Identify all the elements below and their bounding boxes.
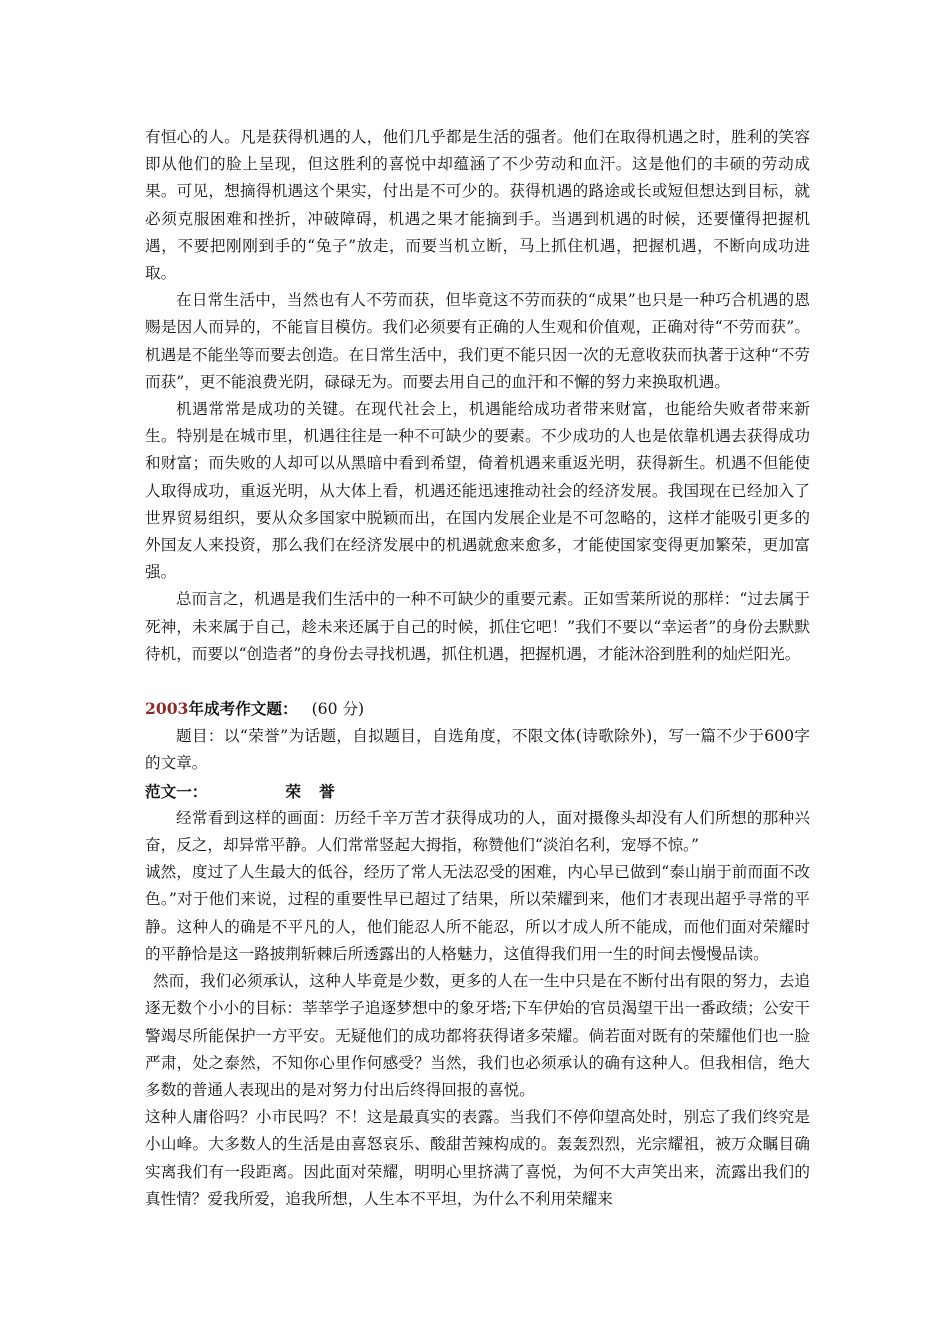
body-paragraph: 总而言之，机遇是我们生活中的一种不可缺少的重要元素。正如雪莱所说的那样：“过去属于死神，未来属于自己，趁未来还属于自己的时候，抓住它吧！”我们不要以“幸运者”的身份去默默待机，而要以“创造者”的身份去寻找机遇，抓住机遇，把握机遇，才能沐浴到胜利的灿烂阳光。 bbox=[145, 590, 810, 663]
exam-title: 年成考作文题： bbox=[188, 699, 298, 719]
essay-paragraph: 这种人庸俗吗？小市民吗？不！这是最真实的表露。当我们不停仰望高处时，别忘了我们终究是小山峰。大多数人的生活是由喜怒哀乐、酸甜苦辣构成的。轰轰烈烈，光宗耀祖，被万众瞩目确实离我们有一段距离。因此面对荣耀，明明心里挤满了喜悦，为何不大声笑出来，流露出我们的真性情？爱我所爱，追我所想，人生本不平坦，为什么不利用荣耀来 bbox=[145, 1108, 810, 1208]
exam-prompt: 题目：以“荣誉”为话题，自拟题目，自选角度，不限文体(诗歌除外)，写一篇不少于600字的文章。 bbox=[145, 727, 810, 773]
document-page bbox=[145, 124, 810, 1213]
essay-label: 范文一： bbox=[145, 781, 208, 801]
exam-year: 2003 bbox=[145, 699, 189, 719]
essay-title: 荣誉 bbox=[285, 781, 353, 801]
body-paragraph: 在日常生活中，当然也有人不劳而获，但毕竟这不劳而获的“成果”也只是一种巧合机遇的恩赐是因人而异的，不能盲目模仿。我们必须要有正确的人生观和价值观，正确对待“不劳而获”。机遇是不能坐等而要去创造。在日常生活中，我们更不能只因一次的无意收获而执著于这种“不劳而获”，更不能浪费光阴，碌碌无为。而要去用自己的血汗和不懈的努力来换取机遇。 bbox=[145, 291, 810, 391]
essay-paragraph: 然而，我们必须承认，这种人毕竟是少数，更多的人在一生中只是在不断付出有限的努力，去追逐无数个小小的目标：莘莘学子追逐梦想中的象牙塔;下车伊始的官员渴望干出一番政绩；公安干警竭尽所能保护一方平安。无疑他们的成功都将获得诸多荣耀。倘若面对既有的荣耀他们也一脸严肃，处之泰然，不知你心里作何感受？当然，我们也必须承认的确有这种人。但我相信，绝大多数的普通人表现出的是对努力付出后终得回报的喜悦。 bbox=[145, 972, 810, 1099]
body-paragraph: 有恒心的人。凡是获得机遇的人，他们几乎都是生活的强者。他们在取得机遇之时，胜利的笑容即从他们的脸上呈现，但这胜利的喜悦中却蕴涵了不少劳动和血汗。这是他们的丰硕的劳动成果。可见，想摘得机遇这个果实，付出是不可少的。获得机遇的路途或长或短但想达到目标，就必须克服困难和挫折，冲破障碍，机遇之果才能摘到手。当遇到机遇的时候，还要懂得把握机遇，不要把刚刚到手的“兔子”放走，而要当机立断，马上抓住机遇，把握机遇，不断向成功进取。 bbox=[145, 128, 810, 283]
essay-paragraph: 经常看到这样的画面：历经千辛万苦才获得成功的人，面对摄像头却没有人们所想的那种兴奋，反之，却异常平静。人们常常竖起大拇指，称赞他们“淡泊名利，宠辱不惊。” bbox=[145, 808, 810, 855]
essay-paragraph: 诚然，度过了人生最大的低谷，经历了常人无法忍受的困难，内心早已做到“泰山崩于前而面不改色。”对于他们来说，过程的重要性早已超过了结果，所以荣耀到来，他们才表现出超乎寻常的平静。这种人的确是不平凡的人，他们能忍人所不能忍，所以才成人所不能成，而他们面对荣耀时的平静恰是这一路披荆斩棘后所透露出的人格魅力，这值得我们用一生的时间去慢慢品读。 bbox=[145, 863, 810, 963]
exam-heading bbox=[145, 695, 810, 723]
exam-score: (60 分) bbox=[311, 700, 365, 719]
section-spacer bbox=[145, 668, 810, 695]
essay-heading bbox=[145, 778, 810, 805]
body-paragraph: 机遇常常是成功的关键。在现代社会上，机遇能给成功者带来财富，也能给失败者带来新生。特别是在城市里，机遇往往是一种不可缺少的要素。不少成功的人也是依靠机遇去获得成功和财富；而失败的人却可以从黑暗中看到希望，倚着机遇来重返光明，获得新生。机遇不但能使人取得成功，重返光明，从大体上看，机遇还能迅速推动社会的经济发展。我国现在已经加入了世界贸易组织，要从众多国家中脱颖而出，在国内发展企业是不可忽略的，这样才能吸引更多的外国友人来投资，那么我们在经济发展中的机遇就愈来愈多，才能使国家变得更加繁荣，更加富强。 bbox=[145, 400, 810, 582]
